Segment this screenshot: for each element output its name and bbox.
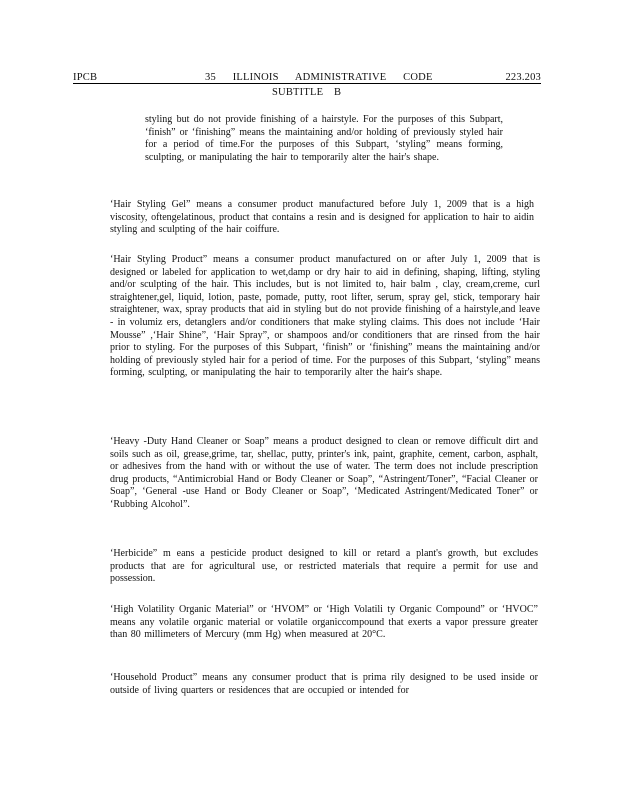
definition-household-product: ‘Household Product” means any consumer product that is prima rily designed to be used inside or outside of living quarters or residences that are occupied or intended for [110, 672, 538, 696]
definition-heavy-duty-hand-cleaner: ‘Heavy -Duty Hand Cleaner or Soap” means a product designed to clean or remove difficult dirt and soils such as oil, grease,grime, tar, shellac, putty, printer's ink, paint, graphite, cement, carbon, asphalt, or adhesives from the hand with or without the use of water. The term does not include prescription drug products, “Antimicrobial Hand or Body Cleaner or Soap”, “Astringent/Toner”, “Facial Cleaner or Soap”, ‘General -use Hand or Body Cleaner or Soap”, ‘Medicated Astringent/Medicated Toner” or ‘Rubbing Alcohol”. [110, 436, 538, 510]
definition-herbicide: ‘Herbicide” m eans a pesticide product designed to kill or retard a plant's growth, but excludes products that are for agricultural use, or restricted materials that require a permit for use and possession. [110, 548, 538, 585]
header-subtitle: SUBTITLE B [272, 87, 342, 98]
definition-hvom: ‘High Volatility Organic Material” or ‘HVOM” or ‘High Volatili ty Organic Compound” or ‘HVOC” means any volatile organic material or volatile organiccompound that exerts a vapor pressure greater than 80 millimeters of Mercury (mm Hg) when measured at 20°C. [110, 604, 538, 641]
header-rule [73, 83, 541, 84]
header-section-number: 223.203 [505, 72, 541, 83]
definition-hair-styling-product: ‘Hair Styling Product” means a consumer product manufactured on or after July 1, 2009 that is designed or labeled for application to wet,damp or dry hair to aid in defining, shaping, lifting, styling and/or sculpting of the hair. This includes, but is not limited to, hair balm , clay, cream,creme, curl straightener,gel, liquid, lotion, paste, pomade, putty, root lifter, serum, spray gel, stick, temporary hair straightener, wax, spray products that aid in styling but do not provide finishing of a hairstyle,and leave - in volumiz ers, detanglers and/or conditioners that make styling claims. This does not include ‘Hair Mousse” ,‘Hair Shine”, ‘Hair Spray”, or shampoos and/or conditioners that are rinsed from the hair prior to styling. For the purposes of this Subpart, ‘finish” or ‘finishing” means the maintaining and/or holding of previously styled hair for a period of time. For the purposes of this Subpart, ‘styling” means forming, sculpting, or manipulating the hair to temporarily alter the hair's shape. [110, 254, 540, 379]
header-agency: IPCB [73, 72, 98, 83]
header-title: 35 ILLINOIS ADMINISTRATIVE CODE [205, 72, 433, 83]
definition-hair-styling-gel: ‘Hair Styling Gel” means a consumer product manufactured before July 1, 2009 that is a high viscosity, oftengelatinous, product that contains a resin and is designed for application to hair to aidin styling and sculpting of the hair coiffure. [110, 199, 534, 236]
paragraph-continuation: styling but do not provide finishing of a hairstyle. For the purposes of this Subpart, ‘finish” or ‘finishing” means the maintaining and/or holding of previously styled hair for a period of time.For the purposes of this Subpart, ‘styling” means forming, sculpting, or manipulating the hair to temporarily alter the hair's shape. [145, 114, 503, 163]
